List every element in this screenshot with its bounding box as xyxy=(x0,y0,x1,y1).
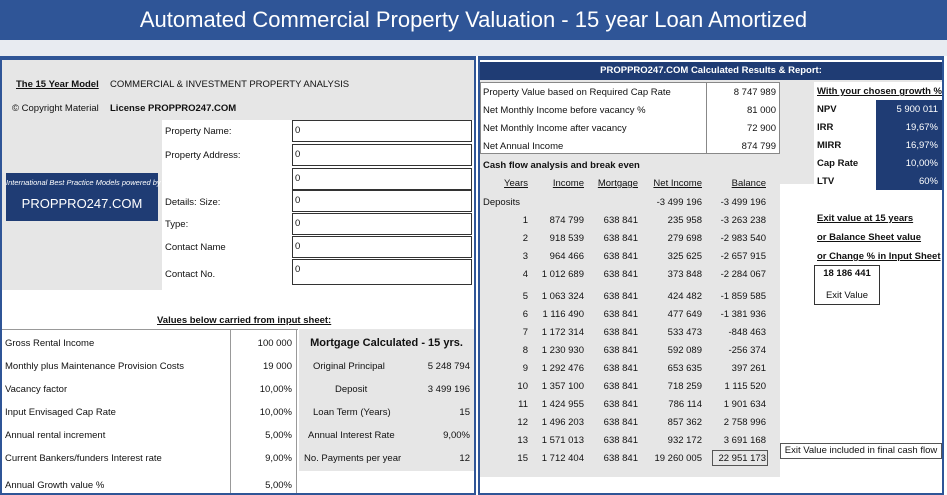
mortgage-label: No. Payments per year xyxy=(304,453,402,464)
cashflow-net: 279 698 xyxy=(667,233,702,244)
property-address-line2-input[interactable]: 0 xyxy=(292,168,472,190)
results-header: PROPPRO247.COM Calculated Results & Report: xyxy=(480,62,942,80)
final-balance-box xyxy=(712,450,768,466)
field-label-type: Type: xyxy=(165,219,189,230)
mortgage-label: Annual Interest Rate xyxy=(308,430,395,441)
mortgage-value: 12 xyxy=(459,453,470,464)
input-label: Gross Rental Income xyxy=(5,338,95,349)
mortgage-value: 9,00% xyxy=(443,430,470,441)
cashflow-balance: -2 983 540 xyxy=(720,233,766,244)
input-value: 5,00% xyxy=(265,480,292,491)
mortgage-heading: Mortgage Calculated - 15 yrs. xyxy=(310,337,463,349)
cashflow-balance: 3 691 168 xyxy=(723,435,766,446)
input-label: Input Envisaged Cap Rate xyxy=(5,407,116,418)
spacer-strip xyxy=(0,40,947,56)
input-label: Annual Growth value % xyxy=(5,480,105,491)
cashflow-income: 918 539 xyxy=(549,233,584,244)
cashflow-income: 1 357 100 xyxy=(541,381,584,392)
cashflow-income: 964 466 xyxy=(549,251,584,262)
growth-heading: With your chosen growth % xyxy=(817,86,942,97)
cashflow-year: 2 xyxy=(522,233,528,244)
mortgage-value: 3 499 196 xyxy=(427,384,470,395)
mortgage-label: Loan Term (Years) xyxy=(313,407,391,418)
cashflow-balance: -848 463 xyxy=(728,327,766,338)
summary-value: 72 900 xyxy=(746,123,776,134)
exit-line-1: Exit value at 15 years xyxy=(817,213,914,224)
exit-value-label: Exit Value xyxy=(825,290,869,301)
input-label: Monthly plus Maintenance Provision Costs xyxy=(5,361,185,372)
input-summary-panel xyxy=(0,56,476,495)
cashflow-net: 653 635 xyxy=(667,363,702,374)
metric-value: 19,67% xyxy=(905,122,938,133)
input-label: Annual rental increment xyxy=(5,430,106,441)
metric-label: MIRR xyxy=(817,140,842,151)
input-value: 10,00% xyxy=(259,384,292,395)
deposits-balance: -3 499 196 xyxy=(720,197,766,208)
cashflow-net: 932 172 xyxy=(667,435,702,446)
summary-label: Net Monthly Income before vacancy % xyxy=(483,105,646,116)
property-address-input[interactable]: 0 xyxy=(292,144,472,166)
contact-no-input[interactable]: 0 xyxy=(292,259,472,285)
cashflow-mortgage: 638 841 xyxy=(603,417,638,428)
input-value: 9,00% xyxy=(265,453,292,464)
cashflow-mortgage: 638 841 xyxy=(603,215,638,226)
cashflow-mortgage: 638 841 xyxy=(603,327,638,338)
metric-label: NPV xyxy=(817,104,837,115)
deposits-net: -3 499 196 xyxy=(656,197,702,208)
field-label-property-name: Property Name: xyxy=(165,126,232,137)
cashflow-year: 5 xyxy=(522,291,528,302)
cashflow-net: 325 625 xyxy=(667,251,702,262)
mortgage-panel xyxy=(299,329,474,471)
cashflow-balance: -2 657 915 xyxy=(720,251,766,262)
cashflow-net: 718 259 xyxy=(667,381,702,392)
summary-label: Property Value based on Required Cap Rate xyxy=(483,87,671,98)
cashflow-year: 3 xyxy=(522,251,528,262)
copyright-text: © Copyright Material xyxy=(12,103,99,114)
summary-label: Net Monthly Income after vacancy xyxy=(483,123,627,134)
cashflow-year: 4 xyxy=(522,269,528,280)
cashflow-net: 424 482 xyxy=(667,291,702,302)
cashflow-mortgage: 638 841 xyxy=(603,363,638,374)
col-mortgage: Mortgage xyxy=(597,178,638,189)
cashflow-year: 7 xyxy=(522,327,528,338)
cashflow-heading: Cash flow analysis and break even xyxy=(483,160,640,171)
model-label: The 15 Year Model xyxy=(16,79,99,90)
summary-value: 874 799 xyxy=(741,141,776,152)
exit-value: 18 186 441 xyxy=(823,268,871,279)
contact-name-input[interactable]: 0 xyxy=(292,236,472,258)
cashflow-mortgage: 638 841 xyxy=(603,399,638,410)
col-balance: Balance xyxy=(731,178,766,189)
cashflow-balance: 1 115 520 xyxy=(724,381,766,392)
cashflow-year: 10 xyxy=(517,381,528,392)
cashflow-year: 1 xyxy=(522,215,528,226)
metric-label: LTV xyxy=(817,176,835,187)
cashflow-year: 8 xyxy=(522,345,528,356)
input-value: 10,00% xyxy=(259,407,292,418)
cashflow-balance: -256 374 xyxy=(728,345,766,356)
property-name-input[interactable]: 0 xyxy=(292,120,472,142)
input-label: Vacancy factor xyxy=(5,384,68,395)
results-report-panel xyxy=(478,56,944,495)
summary-value: 81 000 xyxy=(746,105,776,116)
cashflow-income: 1 172 314 xyxy=(541,327,584,338)
cashflow-year: 15 xyxy=(517,453,528,464)
cashflow-net: 19 260 005 xyxy=(654,453,702,464)
model-description: COMMERCIAL & INVESTMENT PROPERTY ANALYSIS xyxy=(110,79,350,90)
cashflow-mortgage: 638 841 xyxy=(603,291,638,302)
deposits-label: Deposits xyxy=(483,197,520,208)
exit-line-2: or Balance Sheet value xyxy=(817,232,922,243)
cashflow-mortgage: 638 841 xyxy=(603,251,638,262)
exit-line-3: or Change % in Input Sheet xyxy=(817,251,941,262)
input-value: 5,00% xyxy=(265,430,292,441)
cashflow-year: 9 xyxy=(522,363,528,374)
summary-label: Net Annual Income xyxy=(483,141,564,152)
carried-values-heading: Values below carried from input sheet: xyxy=(157,315,332,326)
cashflow-mortgage: 638 841 xyxy=(603,381,638,392)
cashflow-balance: 2 758 996 xyxy=(723,417,766,428)
col-net-income: Net Income xyxy=(653,178,702,189)
input-label: Current Bankers/funders Interest rate xyxy=(5,453,162,464)
cashflow-balance: -2 284 067 xyxy=(720,269,766,280)
cashflow-balance: 1 901 634 xyxy=(723,399,766,410)
cashflow-income: 1 571 013 xyxy=(541,435,584,446)
cashflow-balance: -3 263 238 xyxy=(720,215,766,226)
logo-caption: International Best Practice Models powered by xyxy=(6,178,161,187)
cashflow-balance: -1 381 936 xyxy=(720,309,766,320)
cashflow-net: 786 114 xyxy=(668,399,702,410)
cashflow-net: 477 649 xyxy=(667,309,702,320)
metric-value: 10,00% xyxy=(905,158,938,169)
input-value: 19 000 xyxy=(262,361,292,372)
cashflow-balance: 397 261 xyxy=(731,363,766,374)
cashflow-year: 13 xyxy=(517,435,528,446)
summary-value: 8 747 989 xyxy=(733,87,776,98)
mortgage-value: 15 xyxy=(459,407,470,418)
mortgage-label: Deposit xyxy=(335,384,368,395)
cashflow-year: 11 xyxy=(518,399,528,410)
field-label-property-address: Property Address: xyxy=(165,150,241,161)
col-years: Years xyxy=(504,178,528,189)
proppro-logo[interactable] xyxy=(6,173,161,221)
field-label-contact-name: Contact Name xyxy=(165,242,226,253)
metric-value: 16,97% xyxy=(905,140,938,151)
cashflow-balance: 22 951 173 xyxy=(718,453,766,464)
page-title: Automated Commercial Property Valuation - 15 year Loan Amortized xyxy=(0,0,947,40)
mortgage-value: 5 248 794 xyxy=(427,361,470,372)
exit-note: Exit Value included in final cash flow xyxy=(784,445,938,456)
size-input[interactable]: 0 xyxy=(292,190,472,212)
cashflow-mortgage: 638 841 xyxy=(603,435,638,446)
cashflow-income: 1 230 930 xyxy=(541,345,584,356)
cashflow-net: 857 362 xyxy=(667,417,702,428)
cashflow-income: 874 799 xyxy=(549,215,584,226)
cashflow-balance: -1 859 585 xyxy=(720,291,766,302)
cashflow-income: 1 012 689 xyxy=(541,269,584,280)
cashflow-income: 1 292 476 xyxy=(541,363,584,374)
cashflow-mortgage: 638 841 xyxy=(603,233,638,244)
cashflow-net: 373 848 xyxy=(667,269,702,280)
field-label-size: Details: Size: xyxy=(165,197,221,208)
cashflow-income: 1 712 404 xyxy=(541,453,584,464)
cashflow-mortgage: 638 841 xyxy=(603,345,638,356)
type-input[interactable]: 0 xyxy=(292,213,472,235)
metric-value: 5 900 011 xyxy=(896,104,938,115)
mortgage-label: Original Principal xyxy=(313,361,385,372)
cashflow-mortgage: 638 841 xyxy=(603,309,638,320)
cashflow-income: 1 116 490 xyxy=(542,309,584,320)
logo-text: PROPPRO247.COM xyxy=(21,196,143,211)
license-text: License PROPPRO247.COM xyxy=(110,103,237,114)
metric-value: 60% xyxy=(918,176,938,187)
input-value: 100 000 xyxy=(257,338,292,349)
cashflow-year: 6 xyxy=(522,309,528,320)
cashflow-income: 1 063 324 xyxy=(541,291,584,302)
field-label-contact-no: Contact No. xyxy=(165,269,216,280)
cashflow-net: 533 473 xyxy=(667,327,702,338)
cashflow-mortgage: 638 841 xyxy=(603,269,638,280)
cashflow-mortgage: 638 841 xyxy=(603,453,638,464)
metric-label: IRR xyxy=(817,122,834,133)
cashflow-year: 12 xyxy=(517,417,528,428)
cashflow-income: 1 496 203 xyxy=(541,417,584,428)
metric-label: Cap Rate xyxy=(817,158,859,169)
col-income: Income xyxy=(552,178,584,189)
cashflow-net: 592 089 xyxy=(667,345,702,356)
cashflow-income: 1 424 955 xyxy=(541,399,584,410)
cashflow-net: 235 958 xyxy=(667,215,702,226)
